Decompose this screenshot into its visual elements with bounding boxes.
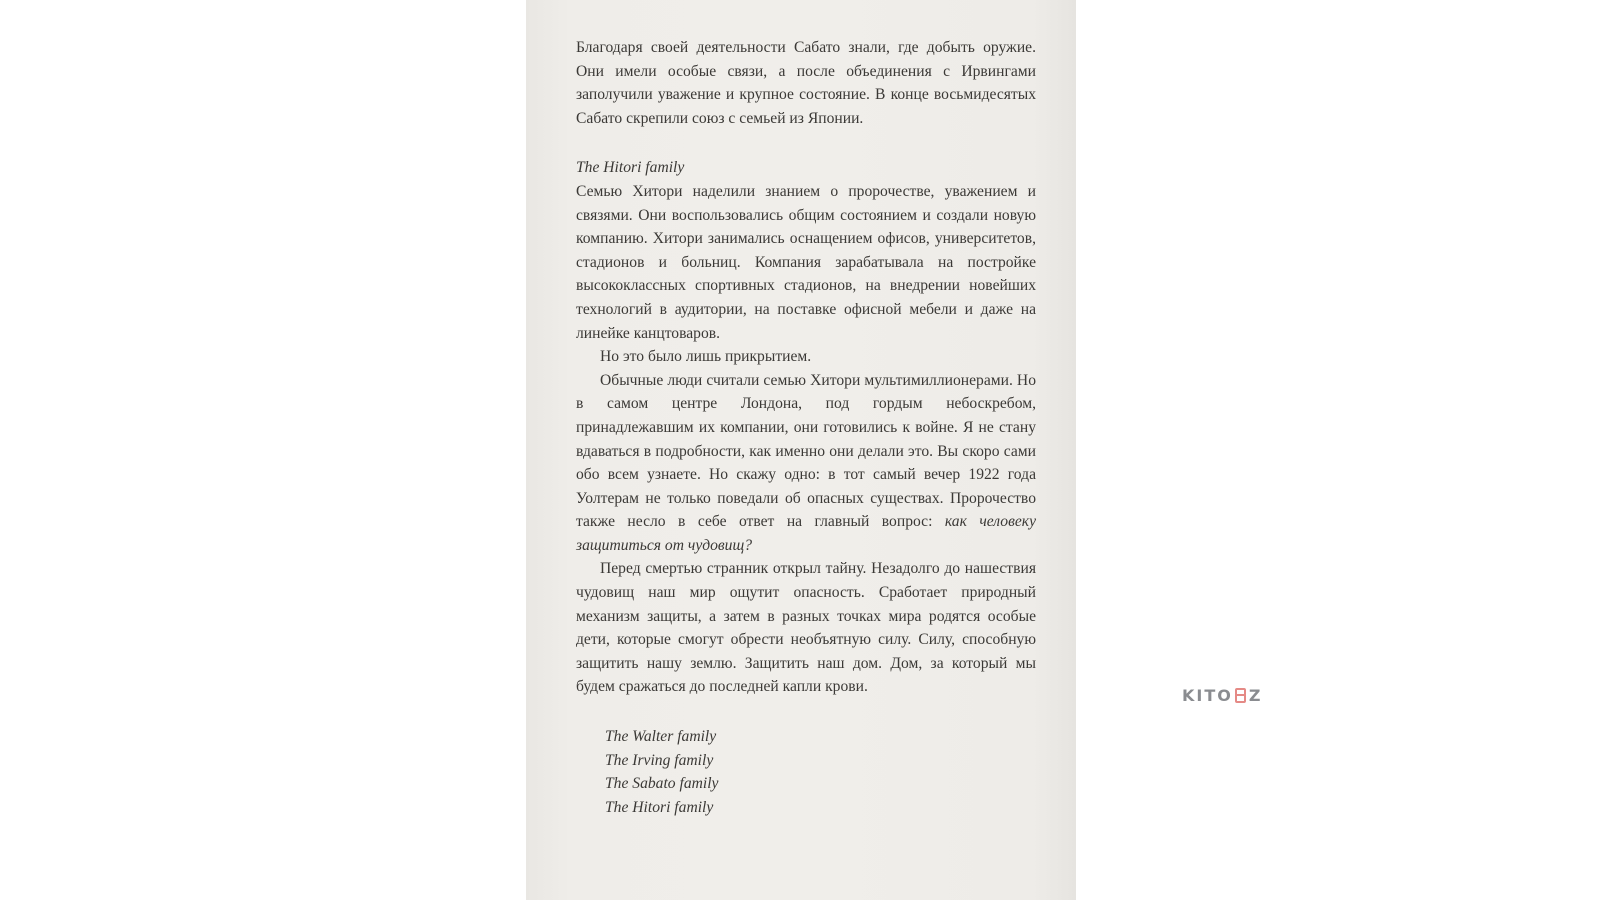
family-walter: The Walter family	[605, 728, 717, 746]
family-hitori: The Hitori family	[605, 798, 714, 816]
logo-b-icon	[1235, 688, 1246, 703]
family-list	[576, 725, 1036, 819]
book-page	[526, 0, 1076, 900]
paragraph-war-question: как человеку защититься от чудовищ?	[576, 513, 1036, 554]
paragraph-hitori: Семью Хитори наделили знанием о пророчестве, уважением и связями. Они воспользовались общим состоянием и создали новую компанию. Хитори занимались оснащением офисов, университетов, стадионов и больниц. Компания зарабатывала на постройке высококлассных спортивных стадионов, на внедрении новейших технологий в аудитории, на поставке офисной мебели и даже на линейке канцтоваров.	[576, 182, 1036, 342]
paragraph-prophecy: Перед смертью странник открыл тайну. Незадолго до нашествия чудовищ наш мир ощутит опасность. Сработает природный механизм защиты, а затем в разных точках мира родятся особые дети, которые смогут обрести необъятную силу. Силу, способную защитить нашу землю. Защитить наш дом. Дом, за который мы будем сражаться до последней капли крови.	[576, 560, 1036, 696]
paragraph-sabato: Благодаря своей деятельности Сабато знали, где добыть оружие. Они имели особые связи, а после объединения с Ирвингами заполучили уважение и крупное состояние. В конце восьмидесятых Сабато скрепили союз с семьей из Японии.	[576, 39, 1036, 127]
paragraph-war	[576, 369, 1036, 558]
section-heading-hitori: The Hitori family	[576, 159, 685, 177]
logo-text-right: Z	[1248, 686, 1263, 705]
paragraph-cover: Но это было лишь прикрытием.	[600, 348, 812, 366]
paragraph-war-text: Обычные люди считали семью Хитори мультимиллионерами. Но в самом центре Лондона, под гордым небоскребом, принадлежавшим их компании, они готовились к войне. Я не стану вдаваться в подробности, как именно они делали это. Вы скоро сами обо всем узнаете. Но скажу одно: в тот самый вечер 1922 года Уолтерам не только поведали об опасных существах. Пророчество также несло в себе ответ на главный вопрос:	[576, 371, 1036, 531]
logo-text-left: KITO	[1182, 686, 1233, 705]
page-text	[576, 36, 1036, 819]
family-sabato: The Sabato family	[605, 775, 719, 793]
kitobz-watermark-logo	[1182, 686, 1262, 705]
family-irving: The Irving family	[605, 751, 714, 769]
